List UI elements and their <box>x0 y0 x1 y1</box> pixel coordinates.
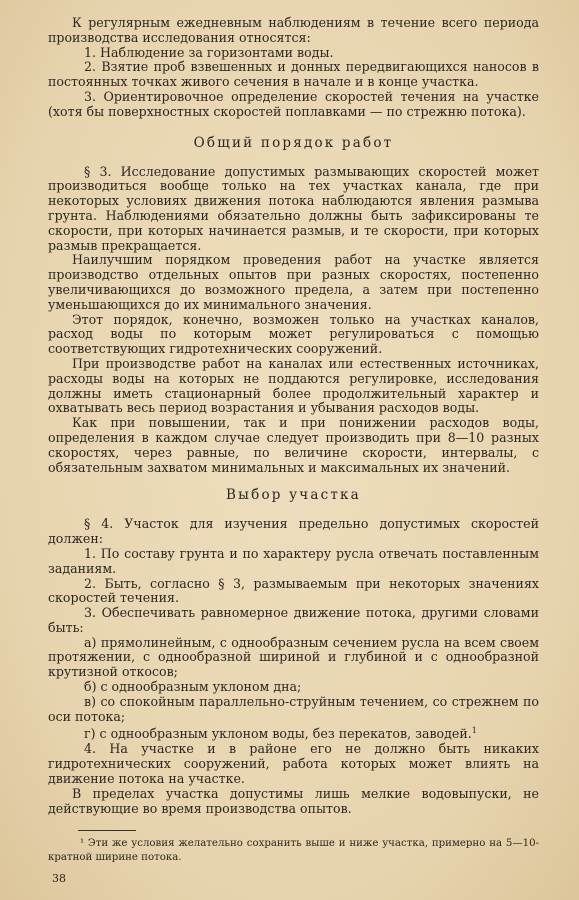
page-number: 38 <box>52 872 66 885</box>
subitem-g <box>48 724 539 742</box>
intro-item-3: 3. Ориентировочное определение скоростей течения на участке (хотя бы поверхностных скоростей поплавками — по стрежню потока). <box>48 88 539 119</box>
intro-item-2: 2. Взятие проб взвешенных и донных передвигающихся наносов в постоянных точках живого сечения в начале и в конце участка. <box>48 59 539 90</box>
paragraph-measurements: Как при повышении, так и при понижении расходов воды, определения в каждом случае следует производить при 8—10 разных скоростях, через равные, по величине скорости, интервалы, с обязательным захватом минимальных и максимальных их значений. <box>48 415 539 475</box>
site-selection-section <box>48 517 539 816</box>
subitem-a: а) прямолинейным, с однообразным сечением русла на всем своем протяжении, с однообразной шириной и глубиной и с однообразной крутизной откосов; <box>48 634 539 680</box>
subitem-v: в) со спокойным параллельно-струйным течением, со стрежнем по оси потока; <box>48 693 539 724</box>
requirement-item-4: 4. На участке и в районе его не должно быть никаких гидротехнических сооружений, работа которых может влиять на движение потока на участке. <box>48 741 539 787</box>
paragraph-best-order: Наилучшим порядком проведения работ на участке является производство отдельных опытов при разных скоростях, постепенно увеличивающихся до возможного предела, а затем при постепенно уменьшающихся до их минимального значения. <box>48 252 539 312</box>
requirement-item-1: 1. По составу грунта и по характеру русла отвечать поставленным заданиям. <box>48 545 539 576</box>
paragraph-3: § 3. Исследование допустимых размывающих скоростей может производиться вообще только на тех участках канала, где при некоторых условиях движения потока наблюдаются явления размыва грунта. Наблюдениями обязательно должны быть зафиксированы те скорости, при которых начинается размыв, и те скорости, при которых размыв прекращается. <box>48 163 539 253</box>
requirement-item-3: 3. Обеспечивать равномерное движение потока, другими словами быть: <box>48 605 539 635</box>
paragraph-closing: В пределах участка допустимы лишь мелкие водовыпуски, не действующие во время производства опытов. <box>48 785 539 816</box>
paragraph-4-lead: § 4. Участок для изучения предельно допустимых скоростей должен: <box>48 516 539 547</box>
footnote-reference: 1 <box>471 726 477 736</box>
footnote: ¹ Эти же условия желательно сохранить выше и ниже участка, примерно на 5—10-кратной ширине потока. <box>48 838 539 863</box>
general-procedure-section <box>48 165 539 476</box>
subitem-g-text: г) с однообразным уклоном воды, без перекатов, заводей. <box>84 726 472 742</box>
intro-item-1: 1. Наблюдение за горизонтами воды. <box>84 44 334 60</box>
requirement-item-2: 2. Быть, согласно § 3, размываемым при некоторых значениях скоростей течения. <box>48 575 539 606</box>
paragraph-order-possible: Этот порядок, конечно, возможен только на участках каналов, расход воды по которым может регулироваться с помощью соответствующих гидротехнических сооружений. <box>48 311 539 357</box>
section-heading-site-selection: Выбор участка <box>226 487 361 504</box>
section-heading-general-procedure: Общий порядок работ <box>193 134 394 151</box>
footnote-separator <box>78 830 136 831</box>
subitem-b: б) с однообразным уклоном дна; <box>84 679 302 695</box>
paragraph-natural-sources: При производстве работ на каналах или естественных источниках, расходы воды на которых не поддаются регулировке, исследования должны иметь стационарный более продолжительный характер и охватывать весь период возрастания и убывания расходов воды. <box>48 355 539 416</box>
intro-lead: К регулярным ежедневным наблюдениям в течение всего периода производства исследования относятся: <box>48 15 539 45</box>
intro-block <box>48 16 539 120</box>
